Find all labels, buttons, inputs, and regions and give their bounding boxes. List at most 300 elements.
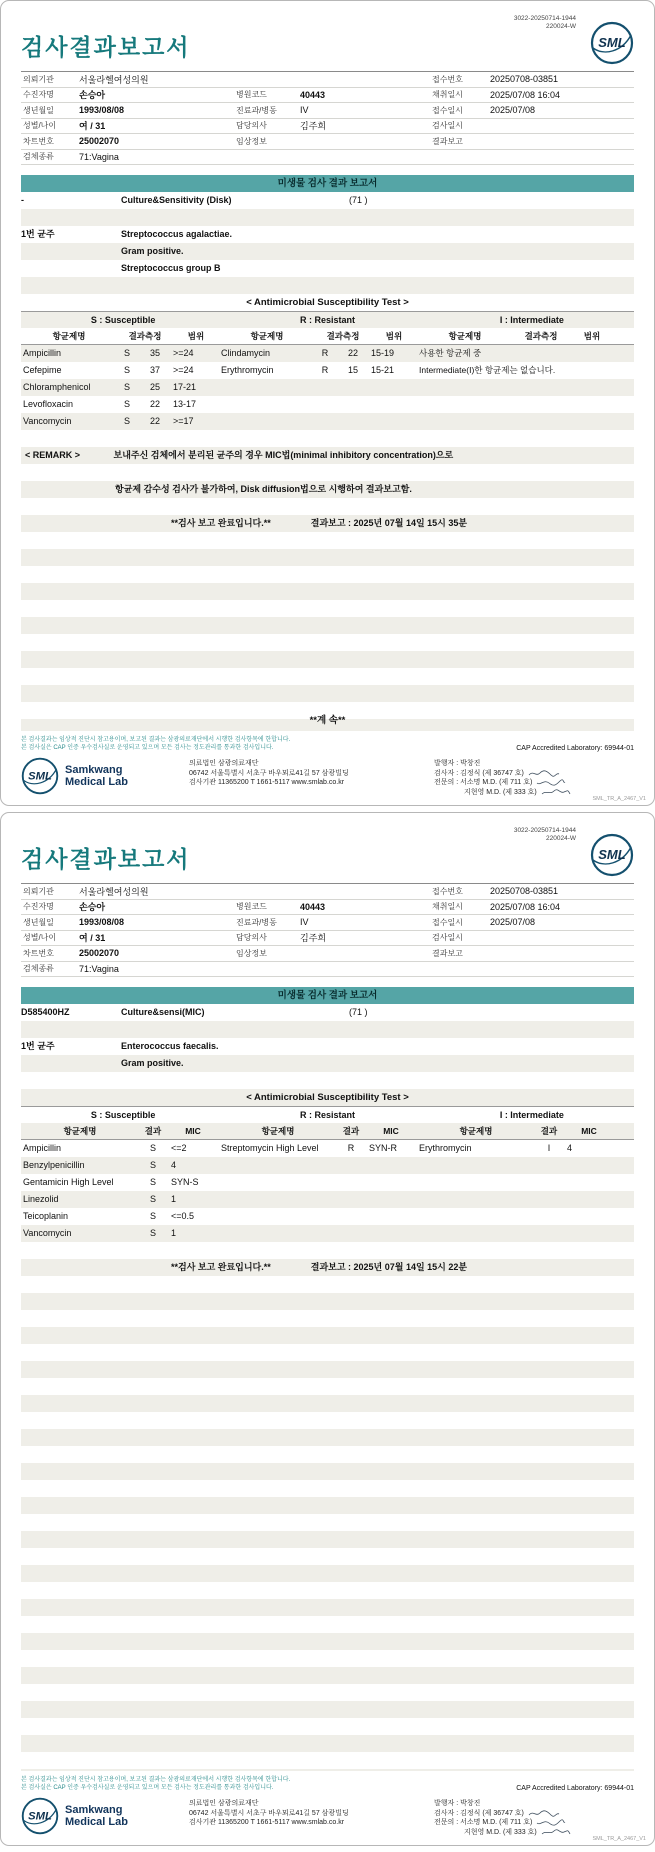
info-label: 검사일시 <box>432 121 463 131</box>
remark-label: < REMARK > <box>25 450 81 460</box>
antibiotic-name: Ampicillin <box>23 348 62 358</box>
mic-value <box>563 1225 615 1242</box>
patient-info-row <box>21 900 634 916</box>
info-value: 여 / 31 <box>79 121 106 132</box>
mic-value: 4 <box>171 1160 177 1170</box>
antibiotic-name <box>417 1174 535 1191</box>
info-value: 1993/08/08 <box>79 105 125 116</box>
sml-logo-icon <box>21 1797 59 1835</box>
info-label: 결과보고 <box>432 948 463 958</box>
document-code-line1: 3022-20250714-1944 <box>513 15 576 22</box>
ast-header-row <box>21 1123 634 1140</box>
brand-line1: Samkwang <box>65 764 123 776</box>
ast-header-range: 범위 <box>187 331 205 341</box>
info-value: 김주희 <box>300 933 327 944</box>
antibiotic-name <box>417 1225 535 1242</box>
completion-row <box>21 515 634 532</box>
mic-value <box>365 1174 417 1191</box>
report-body <box>21 1004 634 1771</box>
organism-name: Gram positive. <box>121 246 184 256</box>
antibiotic-name: Gentamicin High Level <box>23 1177 114 1187</box>
organism-name: Gram positive. <box>121 1058 184 1068</box>
info-value: 40443 <box>300 89 326 100</box>
issuer-line <box>434 759 634 769</box>
address-line1: 의료법인 삼광의료재단 <box>189 760 259 767</box>
document-code <box>514 15 576 31</box>
info-label: 검사일시 <box>432 933 463 943</box>
info-label: 담당의사 <box>236 933 267 943</box>
report-page-1 <box>0 0 655 806</box>
result-flag: R <box>321 348 329 358</box>
disclaimer-line1: 본 검사결과는 임상적 진단시 참고용이며, 보고된 결과는 삼광의료재단에서 시행한 검사항목에 한합니다. <box>21 1777 291 1783</box>
mic-value: 1 <box>171 1228 177 1238</box>
antibiotic-name <box>219 1225 337 1242</box>
result-flag: S <box>123 399 130 409</box>
info-value: 손승아 <box>79 902 106 913</box>
range-value: 13-17 <box>173 399 197 409</box>
info-value: 2025/07/08 <box>490 105 536 116</box>
patient-info-row <box>21 88 634 104</box>
test-name: Culture&sensi(MIC) <box>121 1007 205 1017</box>
result-flag: S <box>149 1160 156 1170</box>
range-value <box>371 396 417 413</box>
mic-value <box>563 1191 615 1208</box>
info-label: 병원코드 <box>236 902 267 912</box>
ast-row <box>21 1225 634 1242</box>
examiner-name: 검사자 : 김정식 (제 36747 호) <box>434 1809 524 1817</box>
disclaimer-line2-row <box>21 745 634 753</box>
result-flag: R <box>321 365 329 375</box>
strain-label <box>21 243 121 260</box>
info-value: 2025/07/08 16:04 <box>490 89 561 100</box>
patient-info-row <box>21 119 634 135</box>
info-label: 수진자명 <box>23 902 54 912</box>
measured-value: 35 <box>149 348 160 358</box>
ast-row <box>21 1208 634 1225</box>
ast-header-name: 항균제명 <box>448 331 482 341</box>
address-line3: 검사기관 11365200 T 1661-5117 www.smlab.co.kr <box>189 1819 345 1826</box>
document-code-line1: 3022-20250714-1944 <box>513 827 576 834</box>
ast-header-mic: MIC <box>185 1126 201 1136</box>
result-flag <box>315 379 335 396</box>
spacer-row <box>21 277 634 294</box>
specialist-name-2: 지현영 M.D. (제 333 호) <box>464 788 537 796</box>
brand-line1: Samkwang <box>65 1804 123 1816</box>
spacer-row <box>21 430 634 447</box>
antibiotic-name: Levofloxacin <box>23 399 74 409</box>
document-code <box>514 827 576 843</box>
mic-value: 1 <box>171 1194 177 1204</box>
footer-address <box>189 757 424 788</box>
svg-text:SML: SML <box>598 35 626 50</box>
antibiotic-name: Clindamycin <box>221 348 271 358</box>
organism-row <box>21 1055 634 1072</box>
ast-note <box>417 396 615 413</box>
signature-icon <box>528 769 560 778</box>
organism-name: Enterococcus faecalis. <box>121 1041 219 1051</box>
legend-susceptible: S : Susceptible <box>90 315 156 325</box>
signature-icon <box>541 788 571 797</box>
measured-value <box>335 379 371 396</box>
ast-row <box>21 1157 634 1174</box>
result-flag <box>315 413 335 430</box>
ast-header-row <box>21 328 634 345</box>
antibiotic-name <box>219 1157 337 1174</box>
patient-info-row <box>21 72 634 88</box>
specialist-line-1 <box>434 778 634 788</box>
mic-value <box>563 1208 615 1225</box>
brand-name <box>65 764 128 788</box>
result-flag <box>535 1208 563 1225</box>
page-title: 검사결과보고서 <box>21 846 191 872</box>
info-value: 71:Vagina <box>79 963 119 974</box>
footer-brand <box>21 1797 179 1835</box>
ast-table <box>21 1140 634 1242</box>
range-value: >=17 <box>173 416 194 426</box>
measured-value: 22 <box>149 399 160 409</box>
spacer-row <box>21 498 634 515</box>
issuer-line <box>434 1799 634 1809</box>
patient-info-row <box>21 962 634 978</box>
range-value: 15-19 <box>371 348 395 358</box>
page-footer <box>21 1797 634 1837</box>
result-flag: R <box>347 1143 355 1153</box>
ast-header-name: 항균제명 <box>52 331 86 341</box>
footer-disclaimer <box>21 1777 634 1792</box>
ast-row <box>21 413 634 430</box>
organism-name: Streptococcus group B <box>121 263 221 273</box>
page-title: 검사결과보고서 <box>21 34 191 60</box>
info-value: 여 / 31 <box>79 933 106 944</box>
address-line1: 의료법인 삼광의료재단 <box>189 1800 259 1807</box>
info-label: 의뢰기관 <box>23 886 54 896</box>
result-flag <box>535 1191 563 1208</box>
mic-value: 4 <box>567 1143 573 1153</box>
legend-resistant: R : Resistant <box>299 1110 355 1120</box>
ast-row <box>21 345 634 362</box>
measured-value <box>335 413 371 430</box>
ast-header-name: 항균제명 <box>63 1126 97 1136</box>
patient-info-row <box>21 134 634 150</box>
svg-text:SML: SML <box>598 847 626 862</box>
remark-row <box>21 447 634 464</box>
ast-header-range: 범위 <box>583 331 601 341</box>
ast-note: Intermediate(I)한 항균제는 없습니다. <box>419 365 556 375</box>
info-label: 접수번호 <box>432 74 463 84</box>
range-value: >=24 <box>173 348 194 358</box>
info-label: 접수일시 <box>432 917 463 927</box>
info-label: 성별/나이 <box>23 121 57 131</box>
antibiotic-name: Vancomycin <box>23 416 72 426</box>
info-value: 40443 <box>300 901 326 912</box>
continued-marker: **계 속** <box>309 715 346 726</box>
ast-header-mic: MIC <box>581 1126 597 1136</box>
result-flag: S <box>149 1143 156 1153</box>
result-flag: S <box>123 365 130 375</box>
info-label: 담당의사 <box>236 121 267 131</box>
antibiotic-name <box>219 1191 337 1208</box>
signature-icon <box>528 1809 560 1818</box>
organism-list <box>21 1038 634 1072</box>
completion-row <box>21 1259 634 1276</box>
sml-logo-icon <box>21 757 59 795</box>
info-label: 진료과/병동 <box>236 917 277 927</box>
info-value: 2025/07/08 16:04 <box>490 901 561 912</box>
antibiotic-name: Vancomycin <box>23 1228 72 1238</box>
footer-disclaimer <box>21 737 634 752</box>
disclaimer-line2: 본 검사실은 CAP 인증 우수검사실로 운영되고 있으며 모든 검사는 정도관리를 통과한 검사입니다. <box>21 1784 274 1791</box>
cap-accreditation: CAP Accredited Laboratory: 69944-01 <box>516 1784 634 1792</box>
antibiotic-name <box>417 1208 535 1225</box>
patient-info-table <box>21 71 634 165</box>
patient-info-row <box>21 946 634 962</box>
info-label: 임상정보 <box>236 136 267 146</box>
section-header-microbiology: 미생물 검사 결과 보고서 <box>21 175 634 192</box>
mic-value <box>365 1157 417 1174</box>
ast-row <box>21 362 634 379</box>
result-flag: S <box>149 1211 156 1221</box>
completion-text: **검사 보고 완료입니다.** <box>171 1262 271 1272</box>
range-value: >=24 <box>173 365 194 375</box>
disclaimer-line1: 본 검사결과는 임상적 진단시 참고용이며, 보고된 결과는 삼광의료재단에서 시행한 검사항목에 한합니다. <box>21 737 291 743</box>
mic-value <box>563 1174 615 1191</box>
signature-icon <box>536 778 566 787</box>
result-flag: S <box>149 1177 156 1187</box>
strain-label <box>21 1055 121 1072</box>
result-flag <box>535 1157 563 1174</box>
info-value: IV <box>300 917 309 928</box>
spacer-row <box>21 1072 634 1089</box>
disclaimer-line2-row <box>21 1785 634 1793</box>
info-label: 임상정보 <box>236 948 267 958</box>
legend-intermediate: I : Intermediate <box>499 1110 564 1120</box>
antibiotic-name: Erythromycin <box>419 1143 472 1153</box>
info-value: 서울라헬여성의원 <box>79 74 149 85</box>
specialist-name-2: 지현영 M.D. (제 333 호) <box>464 1828 537 1836</box>
test-row <box>21 192 634 209</box>
header-right <box>514 825 634 877</box>
form-code: SML_TR_A_2467_V1 <box>592 1836 646 1842</box>
info-value: IV <box>300 105 309 116</box>
spacer-row <box>21 209 634 226</box>
antibiotic-name: Benzylpenicillin <box>23 1160 85 1170</box>
strain-label <box>21 260 121 277</box>
cap-accreditation: CAP Accredited Laboratory: 69944-01 <box>516 744 634 752</box>
ast-note <box>417 413 615 430</box>
info-label: 채취일시 <box>432 90 463 100</box>
header-right <box>514 13 634 65</box>
result-flag: S <box>149 1194 156 1204</box>
report-page-2 <box>0 812 655 1846</box>
info-value: 25002070 <box>79 136 120 147</box>
result-flag <box>337 1157 365 1174</box>
patient-info-row <box>21 150 634 166</box>
ast-row <box>21 1140 634 1157</box>
mic-value <box>365 1225 417 1242</box>
range-value: 15-21 <box>371 365 395 375</box>
signature-icon <box>541 1828 571 1837</box>
result-flag: S <box>123 382 130 392</box>
result-flag: S <box>123 348 130 358</box>
sml-logo-icon <box>590 833 634 877</box>
measured-value: 22 <box>149 416 160 426</box>
ast-row <box>21 1174 634 1191</box>
organism-row <box>21 226 634 243</box>
info-label: 병원코드 <box>236 90 267 100</box>
result-flag: I <box>547 1143 551 1153</box>
result-flag <box>337 1191 365 1208</box>
organism-list <box>21 226 634 277</box>
examiner-name: 검사자 : 김정식 (제 36747 호) <box>434 769 524 777</box>
form-code: SML_TR_A_2467_V1 <box>592 796 646 802</box>
info-label: 결과보고 <box>432 136 463 146</box>
antibiotic-name: Erythromycin <box>221 365 274 375</box>
mic-value <box>563 1157 615 1174</box>
ast-header-result: 결과 <box>144 1126 162 1136</box>
ast-title: < Antimicrobial Susceptibility Test > <box>246 1092 409 1103</box>
page-header <box>21 825 634 877</box>
result-flag <box>337 1208 365 1225</box>
report-time: 결과보고 : 2025년 07월 14일 15시 22분 <box>310 1262 468 1272</box>
info-label: 차트번호 <box>23 136 54 146</box>
test-row <box>21 1004 634 1021</box>
test-suffix: (71 ) <box>349 195 368 205</box>
organism-row <box>21 243 634 260</box>
result-flag <box>535 1225 563 1242</box>
spacer-row <box>21 1021 634 1038</box>
signature-icon <box>536 1818 566 1827</box>
antibiotic-name <box>417 1191 535 1208</box>
footer-staff <box>434 757 634 797</box>
completion-text: **검사 보고 완료입니다.** <box>171 518 271 528</box>
info-label: 접수번호 <box>432 886 463 896</box>
ast-row <box>21 396 634 413</box>
document-code-line2: 220024-W <box>546 835 576 842</box>
mic-value <box>365 1208 417 1225</box>
ast-header-name: 항균제명 <box>261 1126 295 1136</box>
antibiotic-name: Ampicillin <box>23 1143 62 1153</box>
examiner-line <box>434 769 634 779</box>
antibiotic-name: Teicoplanin <box>23 1211 69 1221</box>
brand-line2: Medical Lab <box>65 776 128 788</box>
range-value: 17-21 <box>173 382 197 392</box>
report-body <box>21 192 634 731</box>
footer-staff <box>434 1797 634 1837</box>
patient-info-row <box>21 915 634 931</box>
sml-logo-icon <box>590 21 634 65</box>
info-value: 1993/08/08 <box>79 917 125 928</box>
legend-intermediate: I : Intermediate <box>499 315 564 325</box>
test-name: Culture&Sensitivity (Disk) <box>121 195 232 205</box>
test-code: D585400HZ <box>21 1007 70 1017</box>
mic-value: SYN-R <box>369 1143 398 1153</box>
organism-row <box>21 260 634 277</box>
ast-note: 사용한 항균제 중 <box>419 348 482 358</box>
mic-value: <=2 <box>171 1143 187 1153</box>
ast-legend <box>21 1106 634 1123</box>
footer-address <box>189 1797 424 1828</box>
measured-value: 22 <box>347 348 358 358</box>
measured-value: 37 <box>149 365 160 375</box>
ast-header-result: 결과측정 <box>326 331 360 341</box>
strain-label: 1번 균주 <box>21 1041 55 1051</box>
info-value: 71:Vagina <box>79 151 119 162</box>
spacer-row <box>21 1242 634 1259</box>
disclaimer-line2: 본 검사실은 CAP 인증 우수검사실로 운영되고 있으며 모든 검사는 정도관리를 통과한 검사입니다. <box>21 744 274 751</box>
specialist-name-1: 전문의 : 서소명 M.D. (제 711 호) <box>434 1819 533 1826</box>
ast-row <box>21 1191 634 1208</box>
test-code: - <box>21 195 24 205</box>
ast-note <box>417 379 615 396</box>
info-label: 차트번호 <box>23 948 54 958</box>
antibiotic-name: Linezolid <box>23 1194 59 1204</box>
info-label: 생년월일 <box>23 105 54 115</box>
antibiotic-name <box>417 1157 535 1174</box>
ast-title: < Antimicrobial Susceptibility Test > <box>246 297 409 308</box>
patient-info-table <box>21 883 634 977</box>
result-flag <box>315 396 335 413</box>
info-label: 성별/나이 <box>23 933 57 943</box>
result-flag <box>337 1225 365 1242</box>
mic-value: SYN-S <box>171 1177 199 1187</box>
issuer-name: 발행자 : 박창진 <box>434 1800 481 1807</box>
document-code-line2: 220024-W <box>546 23 576 30</box>
range-value <box>371 413 417 430</box>
legend-resistant: R : Resistant <box>299 315 355 325</box>
result-flag: S <box>149 1228 156 1238</box>
mic-value <box>365 1191 417 1208</box>
info-label: 검체종류 <box>23 964 54 974</box>
specialist-name-1: 전문의 : 서소명 M.D. (제 711 호) <box>434 779 533 786</box>
organism-name: Streptococcus agalactiae. <box>121 229 233 239</box>
ast-row <box>21 379 634 396</box>
antibiotic-name <box>219 1208 337 1225</box>
antibiotic-name: Streptomycin High Level <box>221 1143 319 1153</box>
report-time: 결과보고 : 2025년 07월 14일 15시 35분 <box>310 518 468 528</box>
ast-header-name: 항균제명 <box>250 331 284 341</box>
ast-header-range: 범위 <box>385 331 403 341</box>
info-value: 20250708-03851 <box>490 886 559 897</box>
range-value <box>371 379 417 396</box>
address-line3: 검사기관 11365200 T 1661-5117 www.smlab.co.kr <box>189 779 345 786</box>
page-header <box>21 13 634 65</box>
test-suffix: (71 ) <box>349 1007 368 1017</box>
antibiotic-name <box>219 413 315 430</box>
info-label: 채취일시 <box>432 902 463 912</box>
info-value: 손승아 <box>79 90 106 101</box>
brand-line2: Medical Lab <box>65 1816 128 1828</box>
antibiotic-name <box>219 396 315 413</box>
brand-name <box>65 1804 128 1828</box>
info-value: 2025/07/08 <box>490 917 536 928</box>
remark-line2: 항균제 감수성 검사가 불가하여, Disk diffusion법으로 시행하여 결과보고함. <box>115 484 412 494</box>
section-header-microbiology: 미생물 검사 결과 보고서 <box>21 987 634 1004</box>
issuer-name: 발행자 : 박창진 <box>434 760 481 767</box>
info-label: 수진자명 <box>23 90 54 100</box>
organism-row <box>21 1038 634 1055</box>
antibiotic-name: Chloramphenicol <box>23 382 91 392</box>
measured-value: 15 <box>347 365 358 375</box>
svg-text:SML: SML <box>28 770 52 783</box>
info-label: 생년월일 <box>23 917 54 927</box>
info-label: 접수일시 <box>432 105 463 115</box>
examiner-line <box>434 1809 634 1819</box>
patient-info-row <box>21 931 634 947</box>
strain-label: 1번 균주 <box>21 229 55 239</box>
result-flag <box>337 1174 365 1191</box>
svg-text:SML: SML <box>28 1810 52 1823</box>
ast-table <box>21 345 634 430</box>
